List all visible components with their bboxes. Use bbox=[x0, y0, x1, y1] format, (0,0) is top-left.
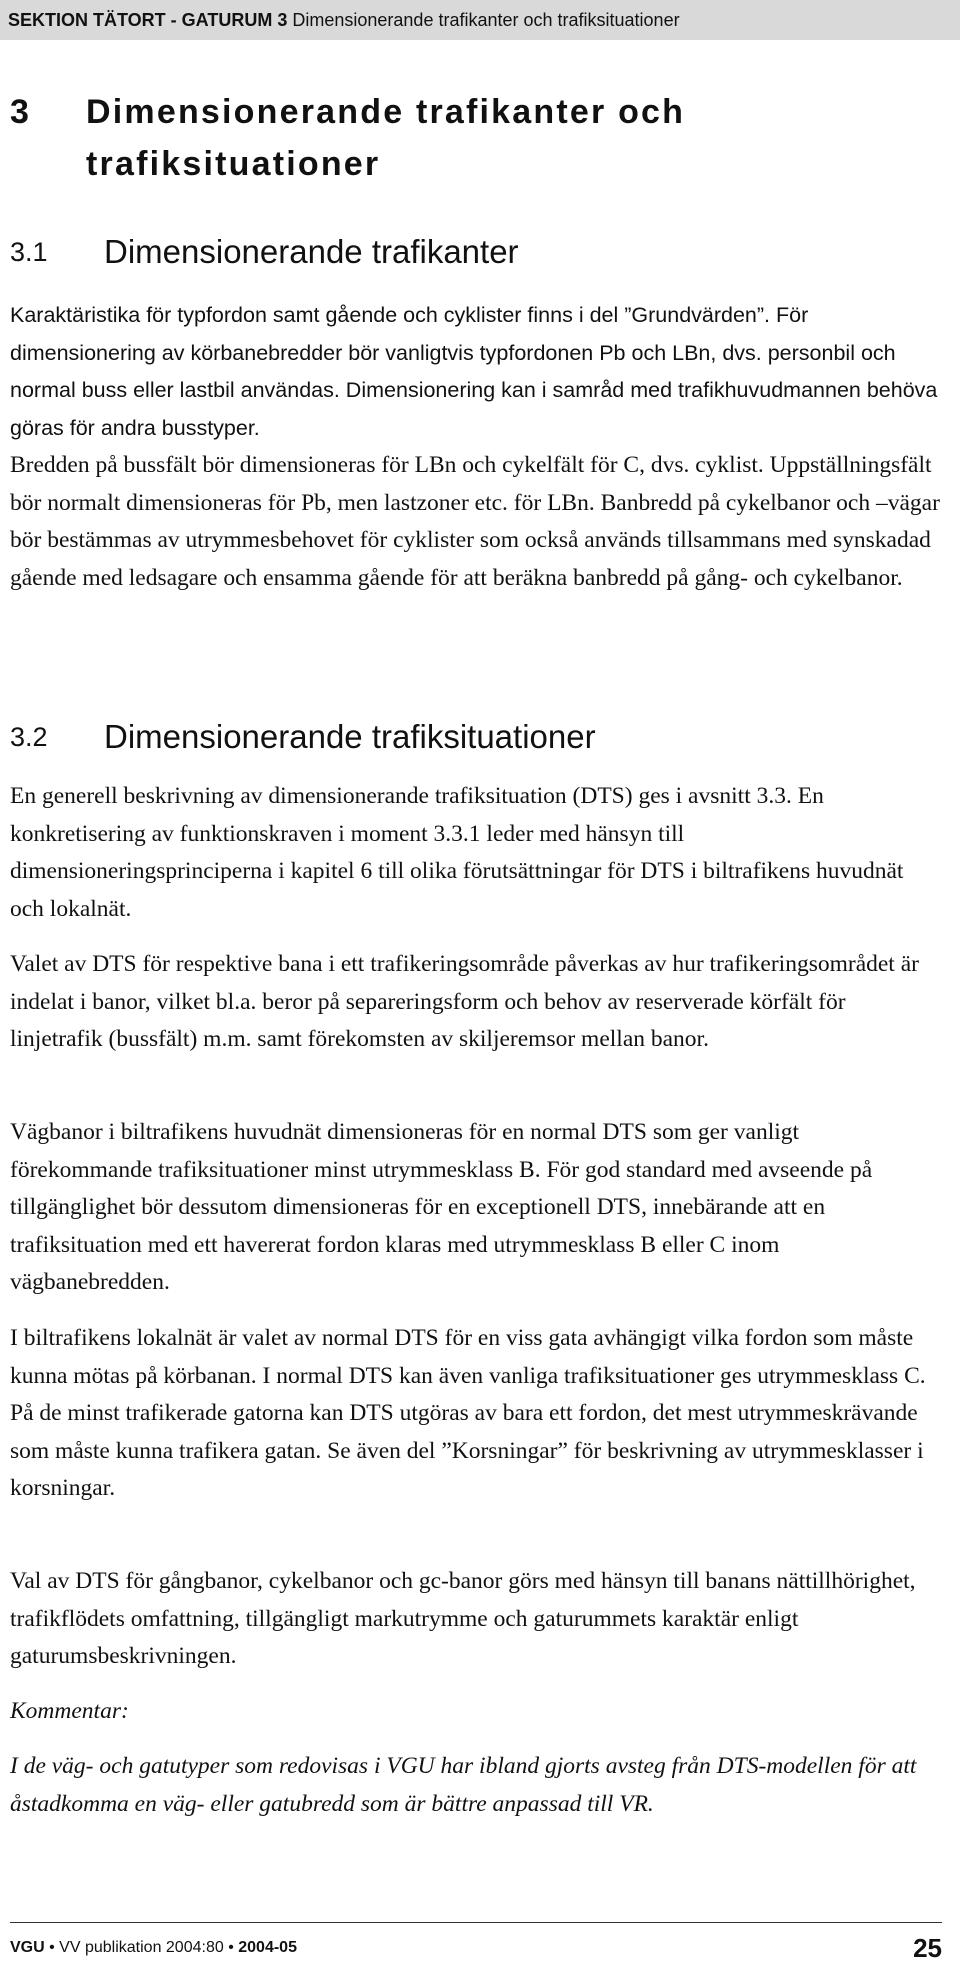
paragraph-lokalnat: I biltrafikens lokalnät är valet av normal DTS för en viss gata avhängigt vilka fordon som måste kunna mötas på körbanan. I normal DTS kan även vanliga trafiksituationer ges utrymmesklass C. På de minst trafikerade gatorna kan DTS utgöras av bara ett fordon, det mest utrymmeskrävande som måste kunna trafikera gatan. Se även del ”Korsningar” för beskrivning av utrymmesklasser i korsningar. bbox=[10, 1325, 926, 1501]
chapter-heading-title: Dimensionerande trafikanter och trafiksituationer bbox=[86, 93, 686, 183]
chapter-heading-number: 3 bbox=[10, 93, 32, 131]
section-heading-3-1 bbox=[10, 227, 940, 277]
paragraph-bussfalt: Bredden på bussfält bör dimensioneras för LBn och cykelfält för C, dvs. cyklist. Uppställningsfält bör normalt dimensioneras för Pb, men lastzoner etc. för LBn. Banbredd på cykelbanor och –vägar bör bestämmas av utrymmesbehovet för cyklister som också används tillsammans med synskadad gående med ledsagare och ensamma gående för att beräkna banbredd på gång- och cykelbanor. bbox=[10, 452, 940, 591]
paragraph-huvudnat: Vägbanor i biltrafikens huvudnät dimensioneras för en normal DTS som ger vanligt förekommande trafiksituationer minst utrymmesklass B. För god standard med avseende på tillgänglighet bör dessutom dimensioneras för en exceptionell DTS, innebärande att en trafiksituation med ett havererat fordon klaras med utrymmesklass B eller C inom vägbanebredden. bbox=[10, 1119, 873, 1295]
footer-publication: VV publikation 2004:80 bbox=[59, 1939, 224, 1956]
section-heading-title: Dimensionerande trafiksituationer bbox=[104, 718, 596, 755]
comment-text: I de väg- och gatutyper som redovisas i VGU har ibland gjorts avsteg från DTS-modellen för att åstadkomma en väg- eller gatubredd som är bättre anpassad till VR. bbox=[10, 1753, 917, 1817]
footer-org: VGU bbox=[10, 1939, 45, 1956]
header-chapter-number: 3 bbox=[277, 10, 288, 30]
footer-divider bbox=[10, 1922, 942, 1923]
page-footer: VGU • VV publikation 2004:80 • 2004-05 25 bbox=[10, 1930, 942, 1966]
section-heading-title: Dimensionerande trafikanter bbox=[104, 233, 519, 270]
running-header bbox=[0, 0, 960, 40]
header-chapter-title: Dimensionerande trafikanter och trafiksituationer bbox=[292, 10, 680, 30]
paragraph-gangbanor: Val av DTS för gångbanor, cykelbanor och gc-banor görs med hänsyn till banans nättillhörighet, trafikflödets omfattning, tillgängligt markutrymme och gaturummets karaktär enligt gaturumsbeskrivningen. bbox=[10, 1568, 916, 1669]
section-heading-3-2 bbox=[10, 712, 940, 762]
paragraph-typfordon: Karaktäristika för typfordon samt gående och cyklister finns i del ”Grundvärden”. För dimensionering av körbanebredder bör vanligtvis typfordonen Pb och LBn, dvs. personbil och normal buss eller lastbil användas. Dimensionering kan i samråd med trafikhuvudmannen behöva göras för andra busstyper. bbox=[10, 303, 938, 440]
paragraph-dts-generell: En generell beskrivning av dimensionerande trafiksituation (DTS) ges i avsnitt 3.3. En konkretisering av funktionskraven i moment 3.3.1 leder med hänsyn till dimensioneringsprinciperna i kapitel 6 till olika förutsättningar för DTS i biltrafikens huvudnät och lokalnät. bbox=[10, 783, 904, 922]
comment-label: Kommentar: bbox=[10, 1698, 129, 1724]
footer-date: 2004-05 bbox=[238, 1939, 297, 1956]
section-heading-number: 3.2 bbox=[10, 722, 48, 752]
header-section: SEKTION TÄTORT - GATURUM bbox=[8, 10, 273, 30]
paragraph-dts-val: Valet av DTS för respektive bana i ett trafikeringsområde påverkas av hur trafikeringsområdet är indelat i banor, vilket bl.a. beror på separeringsform och behov av reserverade körfält för linjetrafik (bussfält) m.m. samt förekomsten av skiljeremsor mellan banor. bbox=[10, 951, 919, 1052]
page-number: 25 bbox=[913, 1933, 942, 1963]
section-heading-number: 3.1 bbox=[10, 237, 48, 267]
